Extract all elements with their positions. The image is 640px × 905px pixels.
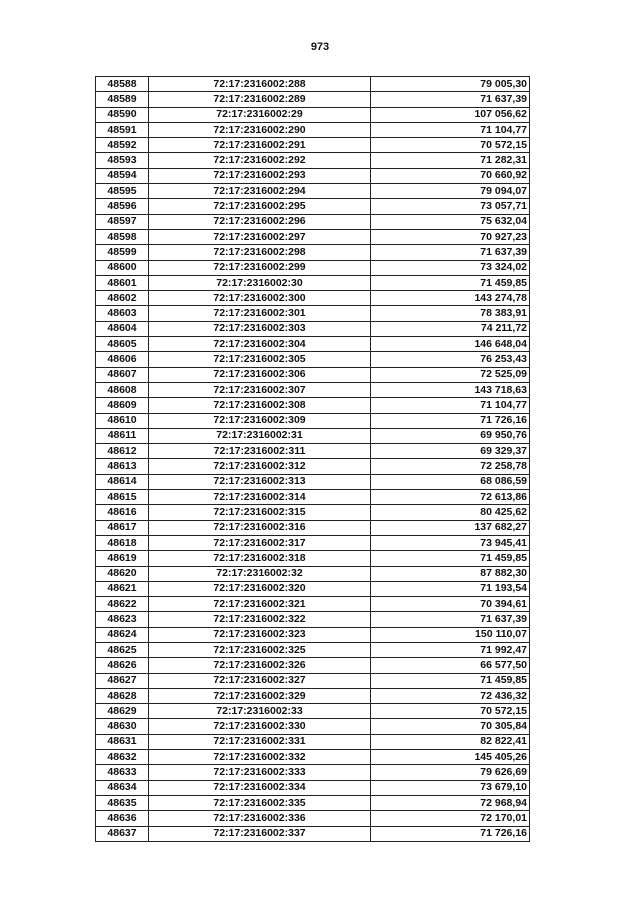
cadastral-number-cell: 72:17:2316002:298 (149, 245, 371, 260)
cadastral-value-cell: 73 057,71 (371, 199, 530, 214)
cadastral-number-cell: 72:17:2316002:295 (149, 199, 371, 214)
cadastral-value-cell: 107 056,62 (371, 107, 530, 122)
cadastral-number-cell: 72:17:2316002:289 (149, 92, 371, 107)
table-row (96, 520, 530, 535)
cadastral-value-cell: 73 945,41 (371, 535, 530, 550)
cadastral-number-cell: 72:17:2316002:293 (149, 168, 371, 183)
table-row (96, 627, 530, 642)
cadastral-value-cell: 71 459,85 (371, 673, 530, 688)
cadastral-number-cell: 72:17:2316002:29 (149, 107, 371, 122)
cadastral-number-cell: 72:17:2316002:303 (149, 321, 371, 336)
table-row (96, 122, 530, 137)
cadastral-number-cell: 72:17:2316002:329 (149, 688, 371, 703)
cadastral-number-cell: 72:17:2316002:297 (149, 229, 371, 244)
row-number-cell: 48625 (96, 642, 149, 657)
cadastral-number-cell: 72:17:2316002:334 (149, 780, 371, 795)
table-row (96, 367, 530, 382)
row-number-cell: 48594 (96, 168, 149, 183)
row-number-cell: 48590 (96, 107, 149, 122)
cadastral-value-cell: 71 726,16 (371, 826, 530, 841)
table-row (96, 719, 530, 734)
cadastral-value-cell: 74 211,72 (371, 321, 530, 336)
table-row (96, 581, 530, 596)
cadastral-value-cell: 72 525,09 (371, 367, 530, 382)
cadastral-number-cell: 72:17:2316002:312 (149, 459, 371, 474)
page-number: 973 (310, 41, 330, 53)
row-number-cell: 48627 (96, 673, 149, 688)
cadastral-value-cell: 150 110,07 (371, 627, 530, 642)
cadastral-number-cell: 72:17:2316002:320 (149, 581, 371, 596)
row-number-cell: 48631 (96, 734, 149, 749)
table-row (96, 490, 530, 505)
cadastral-value-cell: 72 170,01 (371, 811, 530, 826)
cadastral-number-cell: 72:17:2316002:318 (149, 551, 371, 566)
table-row (96, 138, 530, 153)
cadastral-value-cell: 71 637,39 (371, 612, 530, 627)
row-number-cell: 48606 (96, 352, 149, 367)
cadastral-value-cell: 87 882,30 (371, 566, 530, 581)
row-number-cell: 48622 (96, 597, 149, 612)
row-number-cell: 48629 (96, 704, 149, 719)
cadastral-number-cell: 72:17:2316002:330 (149, 719, 371, 734)
row-number-cell: 48593 (96, 153, 149, 168)
row-number-cell: 48607 (96, 367, 149, 382)
cadastral-number-cell: 72:17:2316002:327 (149, 673, 371, 688)
table-row (96, 535, 530, 550)
row-number-cell: 48595 (96, 184, 149, 199)
cadastral-value-cell: 68 086,59 (371, 474, 530, 489)
cadastral-number-cell: 72:17:2316002:336 (149, 811, 371, 826)
cadastral-value-cell: 70 660,92 (371, 168, 530, 183)
table-row (96, 566, 530, 581)
row-number-cell: 48630 (96, 719, 149, 734)
table-row (96, 428, 530, 443)
cadastral-value-cell: 72 968,94 (371, 795, 530, 810)
cadastral-number-cell: 72:17:2316002:332 (149, 750, 371, 765)
cadastral-value-cell: 76 253,43 (371, 352, 530, 367)
row-number-cell: 48614 (96, 474, 149, 489)
cadastral-value-cell: 79 626,69 (371, 765, 530, 780)
table-row (96, 260, 530, 275)
row-number-cell: 48615 (96, 490, 149, 505)
table-row (96, 688, 530, 703)
row-number-cell: 48608 (96, 382, 149, 397)
row-number-cell: 48596 (96, 199, 149, 214)
table-row (96, 321, 530, 336)
table-row (96, 642, 530, 657)
cadastral-value-cell: 79 094,07 (371, 184, 530, 199)
table-row (96, 658, 530, 673)
cadastral-value-cell: 73 679,10 (371, 780, 530, 795)
cadastral-value-cell: 80 425,62 (371, 505, 530, 520)
cadastral-number-cell: 72:17:2316002:305 (149, 352, 371, 367)
cadastral-value-cell: 71 726,16 (371, 413, 530, 428)
table-row (96, 184, 530, 199)
table-row (96, 153, 530, 168)
cadastral-value-cell: 143 274,78 (371, 291, 530, 306)
row-number-cell: 48624 (96, 627, 149, 642)
table-row (96, 795, 530, 810)
cadastral-value-cell: 72 613,86 (371, 490, 530, 505)
cadastral-value-cell: 71 637,39 (371, 92, 530, 107)
row-number-cell: 48612 (96, 444, 149, 459)
cadastral-number-cell: 72:17:2316002:30 (149, 275, 371, 290)
cadastral-number-cell: 72:17:2316002:300 (149, 291, 371, 306)
row-number-cell: 48589 (96, 92, 149, 107)
row-number-cell: 48618 (96, 535, 149, 550)
cadastral-value-cell: 69 329,37 (371, 444, 530, 459)
row-number-cell: 48602 (96, 291, 149, 306)
cadastral-number-cell: 72:17:2316002:323 (149, 627, 371, 642)
row-number-cell: 48604 (96, 321, 149, 336)
cadastral-number-cell: 72:17:2316002:321 (149, 597, 371, 612)
table-row (96, 826, 530, 841)
table-row (96, 612, 530, 627)
cadastral-value-cell: 82 822,41 (371, 734, 530, 749)
cadastral-value-cell: 72 436,32 (371, 688, 530, 703)
table-row (96, 352, 530, 367)
cadastral-number-cell: 72:17:2316002:288 (149, 77, 371, 92)
table-row (96, 107, 530, 122)
table-row (96, 199, 530, 214)
table-row (96, 673, 530, 688)
row-number-cell: 48619 (96, 551, 149, 566)
cadastral-value-cell: 71 459,85 (371, 551, 530, 566)
cadastral-value-cell: 71 282,31 (371, 153, 530, 168)
cadastral-value-table (95, 76, 530, 842)
cadastral-value-cell: 70 927,23 (371, 229, 530, 244)
table-row (96, 811, 530, 826)
table-row (96, 413, 530, 428)
cadastral-number-cell: 72:17:2316002:291 (149, 138, 371, 153)
cadastral-number-cell: 72:17:2316002:296 (149, 214, 371, 229)
row-number-cell: 48628 (96, 688, 149, 703)
cadastral-value-cell: 66 577,50 (371, 658, 530, 673)
row-number-cell: 48597 (96, 214, 149, 229)
row-number-cell: 48605 (96, 337, 149, 352)
table-row (96, 459, 530, 474)
cadastral-value-cell: 143 718,63 (371, 382, 530, 397)
cadastral-value-cell: 71 992,47 (371, 642, 530, 657)
table-row (96, 291, 530, 306)
cadastral-number-cell: 72:17:2316002:299 (149, 260, 371, 275)
table-row (96, 704, 530, 719)
cadastral-number-cell: 72:17:2316002:304 (149, 337, 371, 352)
cadastral-number-cell: 72:17:2316002:311 (149, 444, 371, 459)
table-row (96, 214, 530, 229)
table-row (96, 337, 530, 352)
cadastral-value-cell: 79 005,30 (371, 77, 530, 92)
cadastral-number-cell: 72:17:2316002:290 (149, 122, 371, 137)
table-row (96, 734, 530, 749)
table-row (96, 77, 530, 92)
table-row (96, 306, 530, 321)
cadastral-number-cell: 72:17:2316002:33 (149, 704, 371, 719)
table-row (96, 168, 530, 183)
cadastral-value-cell: 71 193,54 (371, 581, 530, 596)
row-number-cell: 48626 (96, 658, 149, 673)
table-row (96, 765, 530, 780)
cadastral-number-cell: 72:17:2316002:292 (149, 153, 371, 168)
cadastral-number-cell: 72:17:2316002:294 (149, 184, 371, 199)
row-number-cell: 48633 (96, 765, 149, 780)
cadastral-value-cell: 71 104,77 (371, 122, 530, 137)
cadastral-number-cell: 72:17:2316002:333 (149, 765, 371, 780)
table-row (96, 551, 530, 566)
cadastral-value-cell: 70 572,15 (371, 138, 530, 153)
cadastral-number-cell: 72:17:2316002:322 (149, 612, 371, 627)
cadastral-value-cell: 73 324,02 (371, 260, 530, 275)
row-number-cell: 48621 (96, 581, 149, 596)
row-number-cell: 48592 (96, 138, 149, 153)
table-row (96, 92, 530, 107)
row-number-cell: 48636 (96, 811, 149, 826)
cadastral-value-cell: 145 405,26 (371, 750, 530, 765)
row-number-cell: 48617 (96, 520, 149, 535)
cadastral-number-cell: 72:17:2316002:326 (149, 658, 371, 673)
cadastral-number-cell: 72:17:2316002:31 (149, 428, 371, 443)
row-number-cell: 48632 (96, 750, 149, 765)
cadastral-number-cell: 72:17:2316002:307 (149, 382, 371, 397)
row-number-cell: 48635 (96, 795, 149, 810)
cadastral-number-cell: 72:17:2316002:306 (149, 367, 371, 382)
table-row (96, 382, 530, 397)
row-number-cell: 48591 (96, 122, 149, 137)
row-number-cell: 48613 (96, 459, 149, 474)
cadastral-value-cell: 69 950,76 (371, 428, 530, 443)
row-number-cell: 48637 (96, 826, 149, 841)
cadastral-number-cell: 72:17:2316002:337 (149, 826, 371, 841)
cadastral-value-cell: 75 632,04 (371, 214, 530, 229)
cadastral-number-cell: 72:17:2316002:316 (149, 520, 371, 535)
row-number-cell: 48610 (96, 413, 149, 428)
cadastral-number-cell: 72:17:2316002:301 (149, 306, 371, 321)
cadastral-number-cell: 72:17:2316002:315 (149, 505, 371, 520)
table-row (96, 398, 530, 413)
row-number-cell: 48599 (96, 245, 149, 260)
cadastral-number-cell: 72:17:2316002:325 (149, 642, 371, 657)
row-number-cell: 48616 (96, 505, 149, 520)
cadastral-number-cell: 72:17:2316002:335 (149, 795, 371, 810)
table-row (96, 597, 530, 612)
table-row (96, 275, 530, 290)
table-row (96, 474, 530, 489)
cadastral-number-cell: 72:17:2316002:317 (149, 535, 371, 550)
row-number-cell: 48611 (96, 428, 149, 443)
row-number-cell: 48601 (96, 275, 149, 290)
cadastral-value-cell: 72 258,78 (371, 459, 530, 474)
row-number-cell: 48588 (96, 77, 149, 92)
cadastral-value-cell: 78 383,91 (371, 306, 530, 321)
cadastral-value-cell: 70 572,15 (371, 704, 530, 719)
cadastral-number-cell: 72:17:2316002:309 (149, 413, 371, 428)
cadastral-value-cell: 71 459,85 (371, 275, 530, 290)
table-row (96, 505, 530, 520)
cadastral-value-cell: 70 394,61 (371, 597, 530, 612)
table-row (96, 229, 530, 244)
row-number-cell: 48634 (96, 780, 149, 795)
row-number-cell: 48609 (96, 398, 149, 413)
table-row (96, 780, 530, 795)
cadastral-value-cell: 137 682,27 (371, 520, 530, 535)
cadastral-number-cell: 72:17:2316002:331 (149, 734, 371, 749)
cadastral-number-cell: 72:17:2316002:313 (149, 474, 371, 489)
row-number-cell: 48620 (96, 566, 149, 581)
row-number-cell: 48603 (96, 306, 149, 321)
cadastral-number-cell: 72:17:2316002:308 (149, 398, 371, 413)
table-row (96, 444, 530, 459)
cadastral-value-cell: 71 104,77 (371, 398, 530, 413)
cadastral-number-cell: 72:17:2316002:314 (149, 490, 371, 505)
table-body (96, 77, 530, 842)
row-number-cell: 48623 (96, 612, 149, 627)
cadastral-value-cell: 70 305,84 (371, 719, 530, 734)
row-number-cell: 48600 (96, 260, 149, 275)
cadastral-value-cell: 71 637,39 (371, 245, 530, 260)
cadastral-number-cell: 72:17:2316002:32 (149, 566, 371, 581)
table-row (96, 245, 530, 260)
row-number-cell: 48598 (96, 229, 149, 244)
table-row (96, 750, 530, 765)
cadastral-value-cell: 146 648,04 (371, 337, 530, 352)
